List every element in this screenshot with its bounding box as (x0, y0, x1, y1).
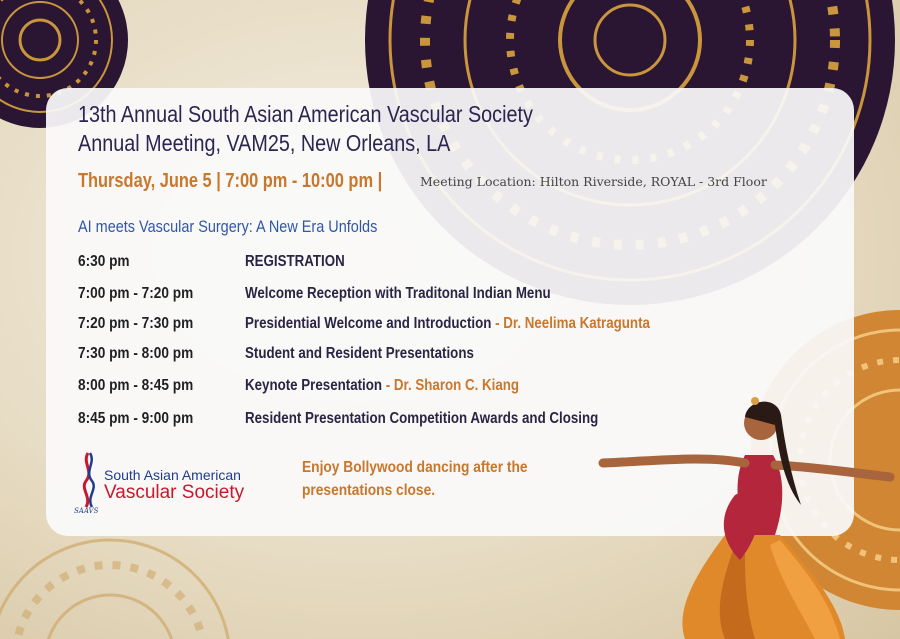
page-title (78, 100, 533, 158)
schedule-event (245, 285, 551, 303)
closing-note-line-1: Enjoy Bollywood dancing after the (302, 459, 528, 476)
schedule-event (245, 253, 345, 271)
schedule-time: 8:45 pm - 9:00 pm (78, 410, 194, 427)
schedule-event (245, 377, 519, 395)
schedule-time: 6:30 pm (78, 253, 130, 270)
schedule-time: 7:00 pm - 7:20 pm (78, 285, 194, 302)
schedule-event-title: Welcome Reception with Traditonal Indian Menu (245, 285, 551, 302)
title-line-2: Annual Meeting, VAM25, New Orleans, LA (78, 130, 451, 156)
event-date: Thursday, June 5 | 7:00 pm - 10:00 pm | (78, 170, 383, 192)
schedule-event (245, 315, 650, 333)
schedule-event-title: Student and Resident Presentations (245, 345, 474, 362)
schedule-event (245, 345, 474, 363)
logo-abbr: SAAVS (74, 507, 99, 515)
schedule-time: 8:00 pm - 8:45 pm (78, 377, 194, 394)
event-subtitle: AI meets Vascular Surgery: A New Era Unfolds (78, 217, 378, 236)
schedule-time: 7:30 pm - 8:00 pm (78, 345, 194, 362)
schedule-speaker: - Dr. Sharon C. Kiang (382, 377, 520, 394)
schedule-event (245, 410, 598, 428)
logo-text-line-1: South Asian American (104, 467, 241, 483)
schedule-event-title: REGISTRATION (245, 253, 345, 270)
schedule-event-title: Presidential Welcome and Introduction (245, 315, 492, 332)
schedule-event-title: Keynote Presentation (245, 377, 383, 394)
schedule-event-title: Resident Presentation Competition Awards and Closing (245, 410, 599, 427)
meeting-location: Meeting Location: Hilton Riverside, ROYAL - 3rd Floor (420, 174, 767, 189)
schedule-time: 7:20 pm - 7:30 pm (78, 315, 194, 332)
mandala-bottom-left-icon (0, 540, 230, 639)
dancer-illustration (595, 385, 900, 639)
title-line-1: 13th Annual South Asian American Vascular Society (78, 101, 533, 127)
date-line (78, 170, 767, 193)
logo-text-line-2: Vascular Society (104, 482, 245, 503)
closing-note (302, 456, 528, 502)
closing-note-line-2: presentations close. (302, 482, 436, 499)
caduceus-icon (74, 449, 102, 515)
saavs-logo (74, 449, 274, 515)
schedule-speaker: - Dr. Neelima Katragunta (491, 315, 650, 332)
